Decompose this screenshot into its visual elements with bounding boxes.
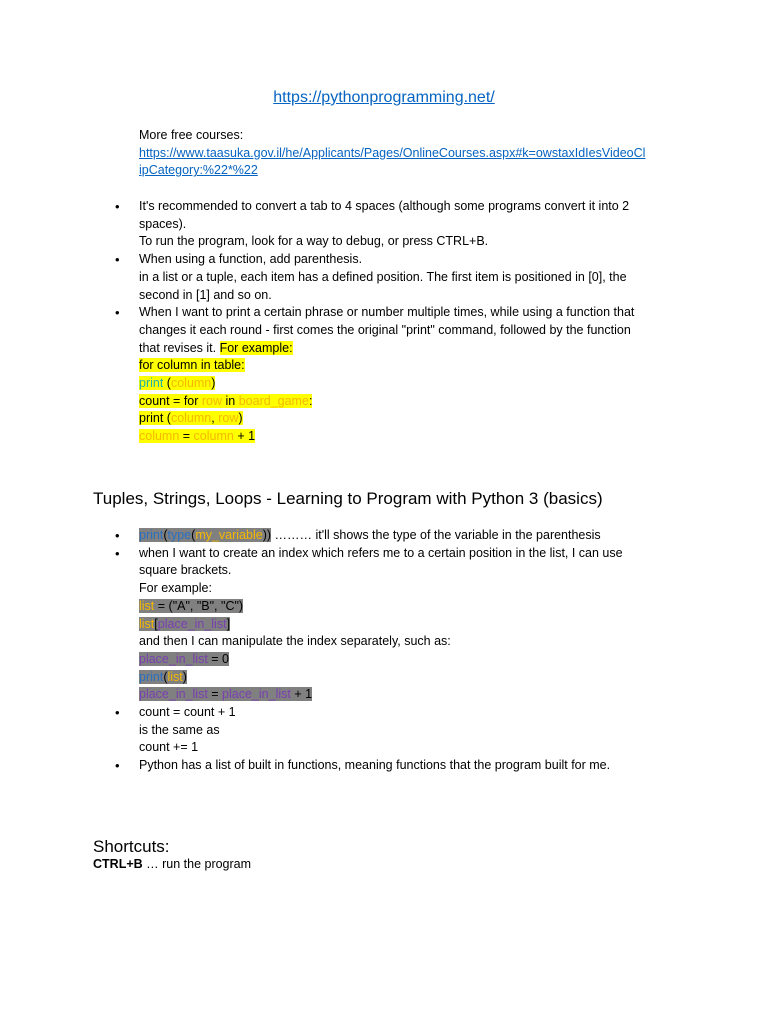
list-item [110,198,700,251]
tip-index-square-brackets: • when I want to create an index which refers me to a certain position in the list, I can use [139,545,623,560]
for-example-label: For example: [139,581,212,596]
shortcuts-heading: Shortcuts: [93,837,170,856]
header-link-container [0,88,768,108]
code-line-list-assign: list = ("A", "B", "C") [139,598,244,613]
code-line-print-column: print (column) [139,376,216,391]
tip-print-multiple: • When I want to print a certain phrase or number multiple times, while using a function that [139,305,635,320]
list-item [110,527,700,545]
shortcut-ctrl-b [93,856,251,873]
code-line-for-column: for column in table: [139,358,245,373]
code-line-list-index: list[place_in_list] [139,616,231,631]
list-item [110,757,700,775]
taasuka-link-line1[interactable]: https://www.taasuka.gov.il/he/Applicants/Pages/OnlineCourses.aspx#k=owstaxIdIesVideoCl [139,145,646,160]
tip-print-multiple-cont: changes it each round - first comes the original "print" command, followed by the function [139,322,631,337]
code-line-place-zero: place_in_list = 0 [139,651,229,666]
manipulate-index-text: and then I can manipulate the index separately, such as: [139,634,451,649]
shortcut-description: … run the program [142,857,252,871]
tip-run-program: To run the program, look for a way to debug, or press CTRL+B. [139,234,489,249]
free-courses-block [139,127,699,180]
code-line-place-increment: place_in_list = place_in_list + 1 [139,687,313,702]
free-courses-label: More free courses: [139,128,244,142]
tuples-list [110,527,700,775]
same-as-line: is the same as [139,722,220,737]
for-example-highlight: For example: [219,340,293,355]
tuples-section-heading: Tuples, Strings, Loops - Learning to Program with Python 3 (basics) [93,489,603,508]
list-item [110,304,700,446]
list-item [110,251,700,304]
tip-index-square-brackets-cont: square brackets. [139,563,232,578]
python-programming-link[interactable]: https://pythonprogramming.net/ [273,89,495,106]
tip-tab-spaces-cont: spaces). [139,216,187,231]
tip-list-position: in a list or a tuple, each item has a defined position. The first item is positioned in [0], the [139,269,627,284]
tip-tab-spaces: • It's recommended to convert a tab to 4 spaces (although some programs convert it into 2 [139,199,630,213]
code-line-print-list: print(list) [139,669,187,684]
tip-function-parenthesis: • When using a function, add parenthesis. [139,252,363,267]
code-line-print-type: • print(type(my_variable)) ……… it'll shows the type of the variable in the parenthesis [139,528,601,542]
count-plus-equal-line: count += 1 [139,740,199,755]
code-line-print-column-row: print (column, row) [139,411,243,426]
taasuka-link-line2[interactable]: ipCategory:%22*%22 [139,163,258,178]
list-item [110,704,700,757]
code-line-count-for: count = for row in board_game: [139,393,313,408]
tip-list-position-cont: second in [1] and so on. [139,287,272,302]
tips-list [110,198,700,446]
tip-print-multiple-end: that revises it. For example: [139,340,293,355]
code-line-column-increment: column = column + 1 [139,429,256,444]
list-item [110,545,700,704]
count-increment-line: • count = count + 1 [139,705,236,720]
builtin-functions-line: • Python has a list of built in functions, meaning functions that the program built for me. [139,758,611,773]
shortcut-key: CTRL+B [93,857,143,871]
